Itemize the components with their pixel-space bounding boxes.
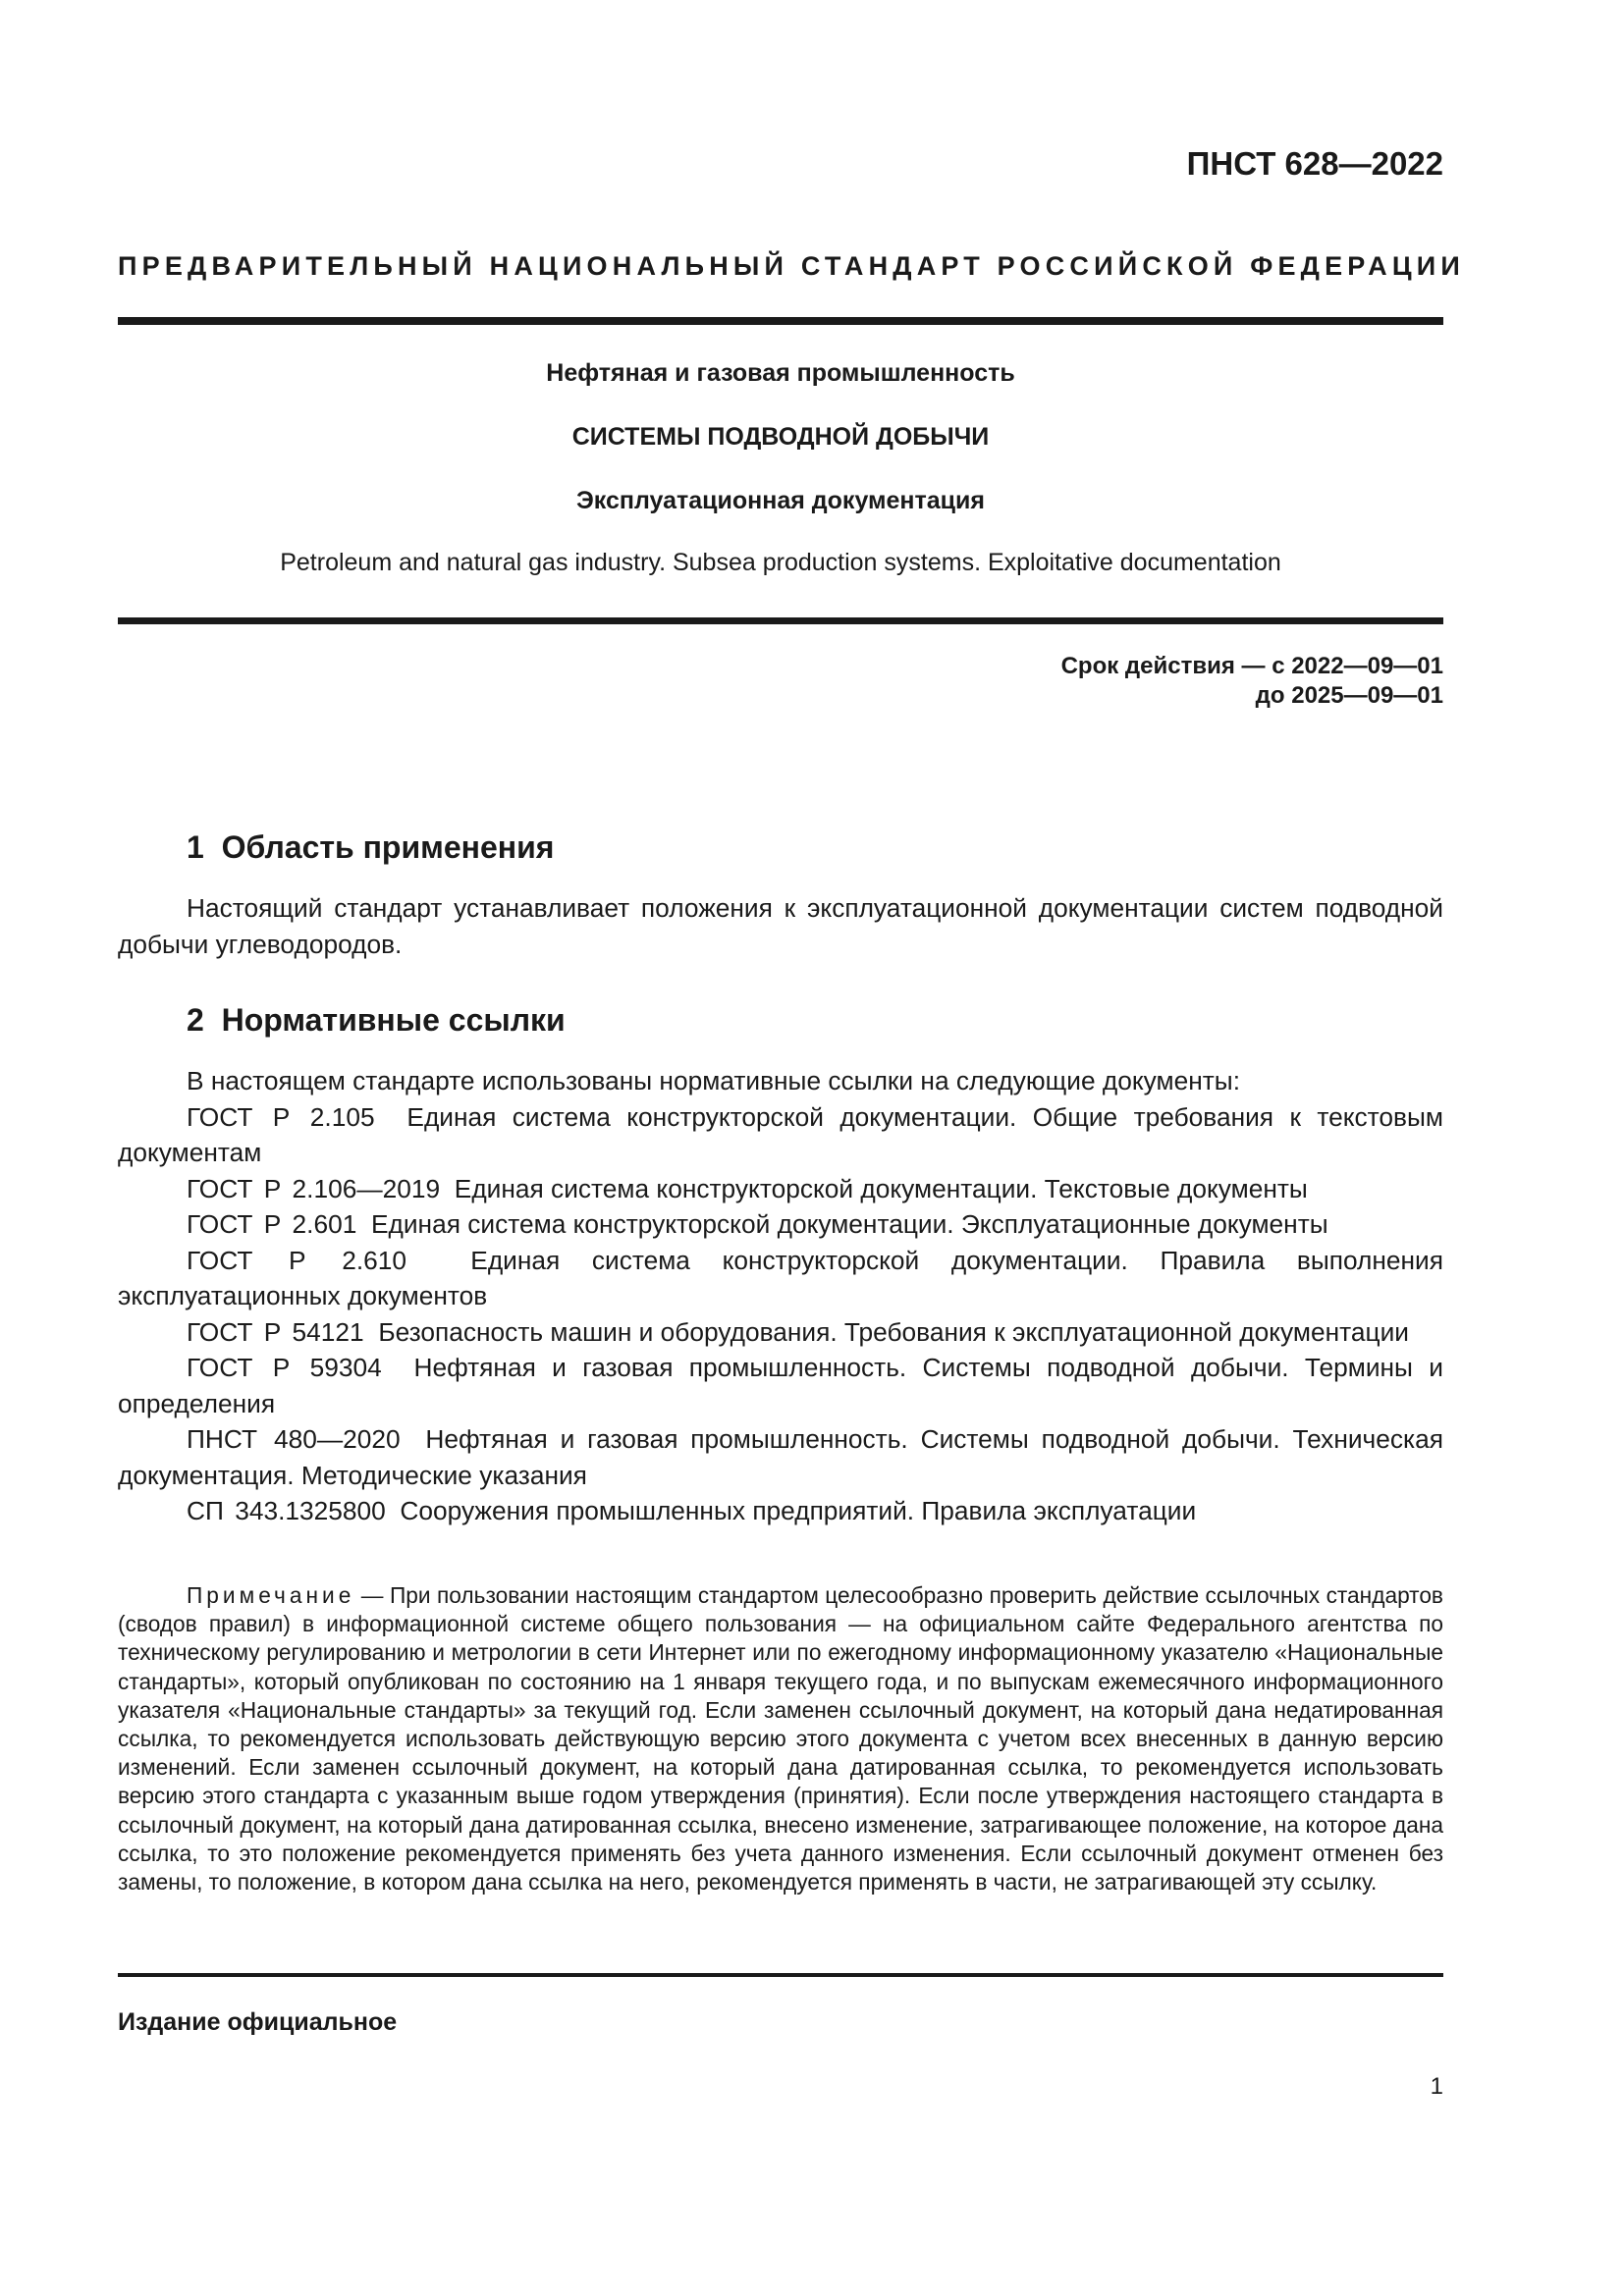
title-divider — [118, 617, 1443, 624]
reference-item: ГОСТ Р 2.105 Единая система конструкторской документации. Общие требования к текстовым документам — [118, 1101, 1444, 1167]
title-main: СИСТЕМЫ ПОДВОДНОЙ ДОБЫЧИ — [571, 423, 990, 451]
reference-item: ПНСТ 480—2020 Нефтяная и газовая промышленность. Системы подводной добычи. Техническая документация. Методические указания — [118, 1424, 1443, 1490]
document-code: ПНСТ 628—2022 — [1186, 145, 1443, 182]
reference-item: СП 343.1325800 Сооружения промышленных предприятий. Правила эксплуатации — [187, 1496, 1197, 1525]
note-paragraph — [118, 1581, 1443, 1896]
note-label: Примечание — [187, 1582, 355, 1608]
section-1-text: Настоящий стандарт устанавливает положения к эксплуатационной документации систем подводной добычи углеводородов. — [118, 893, 1443, 959]
title-industry: Нефтяная и газовая промышленность — [546, 359, 1015, 387]
section-2-body — [118, 1063, 1443, 1529]
section-2-heading: 2 Нормативные ссылки — [187, 1002, 566, 1038]
title-english: Petroleum and natural gas industry. Subsea production systems. Exploitative documentation — [280, 549, 1281, 576]
reference-item: ГОСТ Р 2.106—2019 Единая система конструкторской документации. Текстовые документы — [187, 1173, 1308, 1203]
reference-item: ГОСТ Р 59304 Нефтяная и газовая промышленность. Системы подводной добычи. Термины и определения — [118, 1353, 1443, 1418]
validity-period — [1061, 652, 1443, 711]
validity-from: Срок действия — с 2022—09—01 — [1060, 653, 1443, 679]
page-number: 1 — [1430, 2073, 1443, 2100]
note-text: — При пользовании настоящим стандартом целесообразно проверить действие ссылочных стандартов (сводов правил) в информационной системе общего пользования — на официальном сайте Федерального агентства по техническому регулированию и метрологии в сети Интернет или по ежегодному информационному указателю «Национальные стандарты», который опубликован по состоянию на 1 января текущего года, и по выпускам ежемесячного информационного указателя «Национальные стандарты» за текущий год. Если заменен ссылочный документ, на который дана недатированная ссылка, то рекомендуется использовать действующую версию этого документа с учетом всех внесенных в данную версию изменений. Если заменен ссылочный документ, на который дана датированная ссылка, то рекомендуется использовать версию этого стандарта с указанным выше годом утверждения (принятия). Если после утверждения настоящего стандарта в ссылочный документ, на который дана датированная ссылка, внесено изменение, затрагивающее положение, на которое дана ссылка, то это положение рекомендуется применять без учета данного изменения. Если ссылочный документ отменен без замены, то положение, в котором дана ссылка на него, рекомендуется применять в части, не затрагивающей эту ссылку. — [118, 1582, 1443, 1896]
title-subtitle: Эксплуатационная документация — [576, 487, 985, 514]
reference-item: ГОСТ Р 2.610 Единая система конструкторской документации. Правила выполнения эксплуатационных документов — [118, 1245, 1443, 1310]
references-note — [118, 1581, 1443, 1896]
document-type-heading: ПРЕДВАРИТЕЛЬНЫЙ НАЦИОНАЛЬНЫЙ СТАНДАРТ РОССИЙСКОЙ ФЕДЕРАЦИИ — [118, 251, 1465, 281]
edition-label: Издание официальное — [118, 2008, 398, 2036]
validity-to: до 2025—09—01 — [1255, 682, 1443, 709]
references-intro: В настоящем стандарте использованы нормативные ссылки на следующие документы: — [187, 1066, 1240, 1095]
section-1-heading: 1 Область применения — [187, 829, 555, 865]
section-1-body — [118, 890, 1443, 962]
footer-divider — [118, 1973, 1443, 1977]
reference-item: ГОСТ Р 54121 Безопасность машин и оборудования. Требования к эксплуатационной документации — [187, 1316, 1409, 1347]
top-divider — [118, 317, 1443, 325]
reference-item: ГОСТ Р 2.601 Единая система конструкторской документации. Эксплуатационные документы — [187, 1209, 1328, 1239]
